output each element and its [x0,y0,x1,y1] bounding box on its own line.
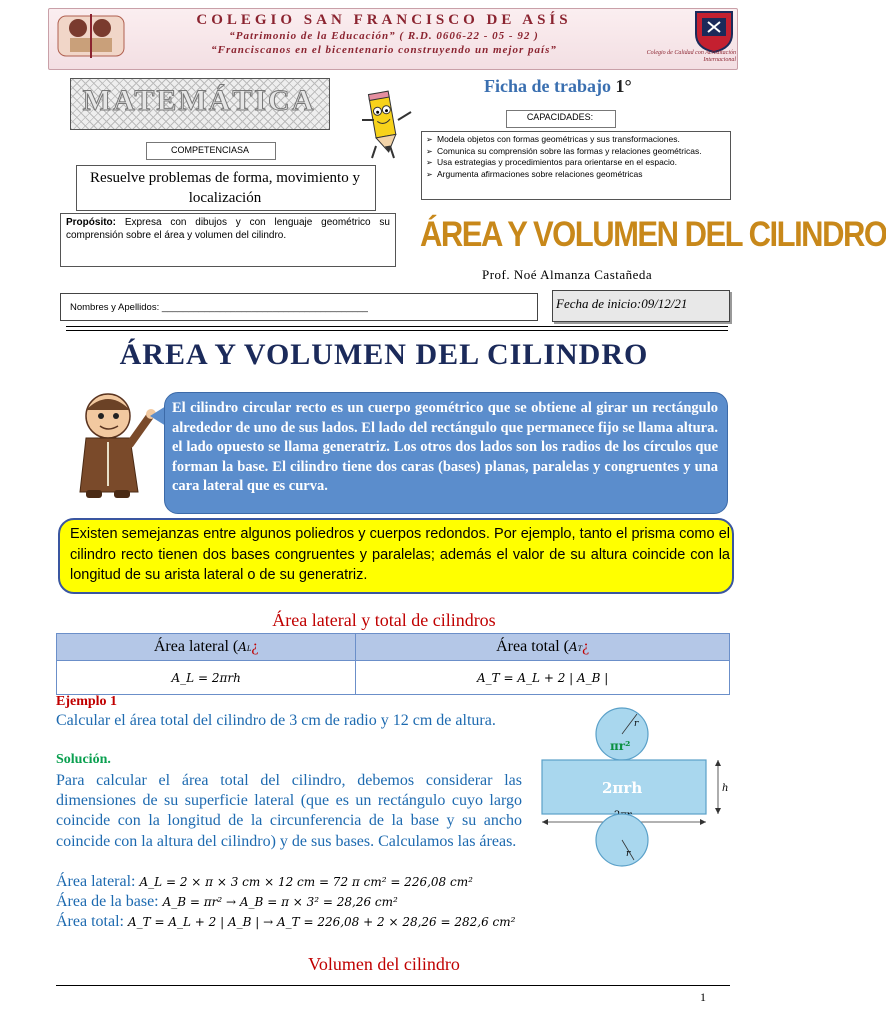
teacher-name: Prof. Noé Almanza Castañeda [482,267,653,282]
proposito [66,217,390,242]
header-total-label: Área total ( [496,638,569,655]
capacidad-item: ➢ Modela objetos con formas geométricas y sus transformaciones. [426,134,726,146]
proposito-label: Propósito: [66,217,116,228]
calc-expression: A_B = πr² → A_B = π × 3² = 28,26 cm² [162,895,398,909]
school-name: COLEGIO SAN FRANCISCO DE ASÍS [196,12,572,28]
pencil-mascot-icon [356,90,416,160]
intro-text: El cilindro circular recto es un cuerpo geométrico que se obtiene al girar un rectángulo alrededor de uno de sus lados. El lado del rectángulo que permanece fijo se llama altura. el lado opuesto se llama generatriz. Los otros dos lados son los radios de los círculos que forman la base. El cilindro tiene dos caras (bases) planas, paralelas y congruentes y una cara lateral que es curva. [172,400,718,494]
calc-label: Área lateral: [56,873,136,890]
page-number: 1 [700,990,706,1004]
capacidad-item: ➢ Comunica su comprensión sobre las formas y relaciones geométricas. [426,146,726,158]
top-radius-label: r [634,719,639,729]
header-total-area [356,634,730,661]
section-volume-heading: Volumen del cilindro [308,954,460,974]
subject-title: MATEMÁTICA [82,84,316,117]
header-lateral-area [57,634,356,661]
separator-line [66,326,728,331]
friar-mascot-icon [66,386,156,506]
school-patrimony: “Patrimonio de la Educación” ( R.D. 0606-22 - 05 - 92 ) [229,30,539,42]
calc-label: Área de la base: [56,893,159,910]
competencias-label: COMPETENCIASA [170,145,249,155]
base-area-label: πr² [610,739,631,753]
capacidad-item: ➢ Argumenta afirmaciones sobre relaciones geométricas [426,169,726,181]
calc-lateral [56,873,473,891]
date-value: 09/12/21 [641,296,688,311]
lateral-subscript: L [246,644,252,653]
height-label: h [722,783,729,794]
accreditation-caption: Colegio de Calidad con Acreditación Internacional [646,50,736,63]
formula-total: A_T = A_L + 2 | A_B | [356,661,730,695]
total-symbol: A [568,640,578,654]
worksheet-number [484,76,632,97]
start-date [556,296,687,312]
school-motto: “Franciscanos en el bicentenario construyendo un mejor país” [211,44,557,56]
topic-title: ÁREA Y VOLUMEN DEL CILINDRO [420,214,886,255]
broken-paren: ¿ [582,638,590,655]
formula-lateral: A_L = 2πrh [57,661,356,695]
calc-expression: A_T = A_L + 2 | A_B | → A_T = 226,08 + 2 × 28,26 = 282,6 cm² [127,915,516,929]
solution-label: Solución. [56,752,111,767]
capacidades-label: CAPACIDADES: [526,112,594,122]
student-name-label [70,302,368,313]
footer-line [56,985,730,986]
calc-expression: A_L = 2 × π × 3 cm × 12 cm = 72 π cm² = 226,08 cm² [139,875,473,889]
competencia-text: Resuelve problemas de forma, movimiento y localización [90,170,360,206]
total-subscript: T [577,644,583,653]
main-title: ÁREA Y VOLUMEN DEL CILINDRO [119,338,649,371]
note-text: Existen semejanzas entre algunos poliedros y cuerpos redondos. Por ejemplo, tanto el prisma como el cilindro recto tienen dos bases congruentes y paralelas; además el valor de su altura coincide con la longitud de su arista lateral o de su generatriz. [70,526,730,583]
lateral-area-label: 2πrh [602,779,643,797]
example-label: Ejemplo 1 [56,694,118,709]
solution-text: Para calcular el área total del cilindro, debemos considerar las dimensiones de su superficie lateral (que es un rectángulo cuyo largo coincide con la longitud de la circunferencia de la base y su ancho coincide con la altura del cilindro) y de sus bases. Calculamos las áreas. [56,772,522,850]
lateral-symbol: A [238,640,247,654]
cylinder-net-diagram [536,706,736,866]
area-formulas-table [56,633,730,695]
example-text: Calcular el área total del cilindro de 3 cm de radio y 12 cm de altura. [56,712,496,729]
school-shield-icon [694,10,734,54]
capacidad-item: ➢ Usa estrategias y procedimientos para orientarse en el espacio. [426,157,726,169]
broken-paren: ¿ [251,638,259,655]
proposito-text: Expresa con dibujos y con lenguaje geométrico su comprensión sobre el área y volumen del cilindro. [66,217,390,241]
section-area-heading: Área lateral y total de cilindros [272,610,496,630]
date-label: Fecha de inicio: [556,296,642,311]
table-header-row [57,634,730,661]
calc-total [56,913,515,931]
ficha-number: 1° [615,76,632,96]
names-blank: _______________________________________ [161,302,368,313]
calc-label: Área total: [56,913,124,930]
capacidades-list [426,134,726,180]
ficha-label: Ficha de trabajo [484,76,611,96]
bottom-radius-label: r [626,849,631,859]
names-label: Nombres y Apellidos: [70,302,160,313]
calc-base [56,893,398,911]
header-lateral-label: Área lateral ( [153,638,239,655]
table-row [57,661,730,695]
